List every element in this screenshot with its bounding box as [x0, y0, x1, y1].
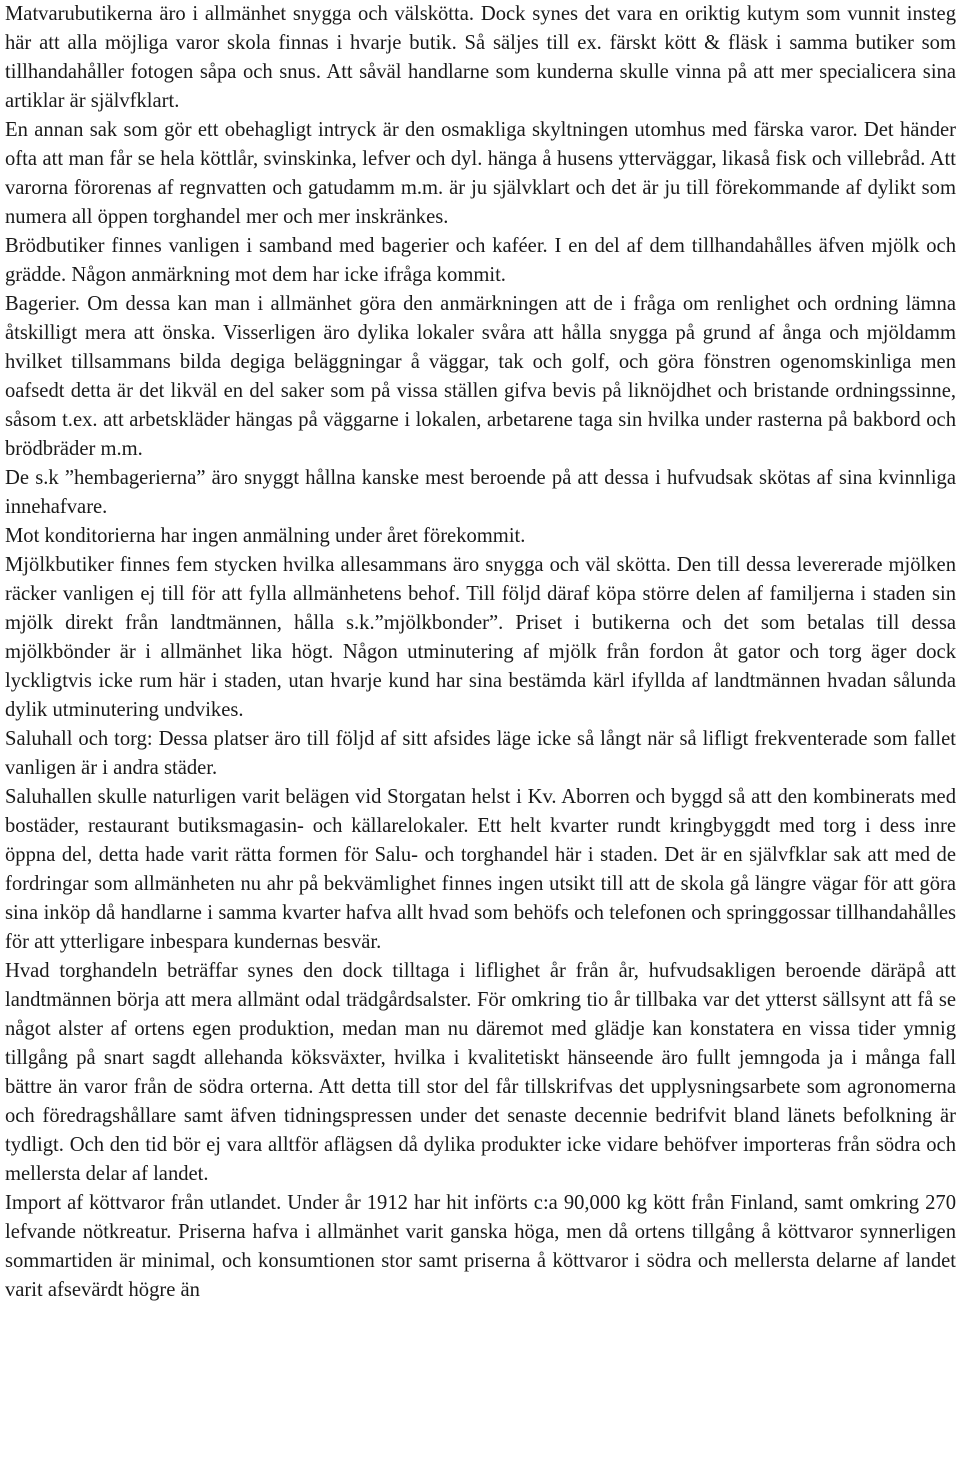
- paragraph-torghandeln: Hvad torghandeln beträffar synes den dock tilltaga i liflighet år från år, hufvudsakligen beroende däräpå att landtmännen börja att mera allmänt odal trädgårdsalster. För omkring tio år tillbaka var det ytterst sällsynt att få se något alster af ortens egen produktion, medan man nu däremot med glädje kan konstatera en vissa tider ymnig tillgång på snart sagdt allehanda köksväxter, hvilka i kvalitetiskt hänseende äro fullt jemngoda ja i många fall bättre än varor från de södra orterna. Att detta till stor del får tillskrifvas det upplysningsarbete som agronomerna och föredragshållare samt äfven tidningspressen under det senaste decennie bedrifvit bland länets befolkning är tydligt. Och den tid bör ej vara alltför aflägsen då dylika produkter icke vidare behöfver importeras från södra och mellersta delar af landet.: [5, 960, 956, 1185]
- paragraph-skyltning: En annan sak som gör ett obehagligt intryck är den osmakliga skyltningen utomhus med färska varor. Det händer ofta att man får se hela köttlår, svinskinka, lefver och dyl. hänga å husens ytterväggar, likaså fisk och villebråd. Att varorna förorenas af regnvatten och gatudamm m.m. är ju självklart och det är ju till förekommande af dylikt som numera all öppen torghandel mer och mer inskränkes.: [5, 119, 956, 228]
- paragraph-brodbutiker: Brödbutiker finnes vanligen i samband med bagerier och kaféer. I en del af dem tillhandahålles äfven mjölk och grädde. Någon anmärkning mot dem har icke ifråga kommit.: [5, 235, 956, 286]
- paragraph-import-kottvaror: Import af köttvaror från utlandet. Under år 1912 har hit införts c:a 90,000 kg kött från Finland, samt omkring 270 lefvande nötkreatur. Priserna hafva i allmänhet varit ganska höga, men då ortens tillgång å köttvaror synnerligen sommartiden är minimal, och konsumtionen stor samt priserna å köttvaror i södra och mellersta delarne af landet varit afsevärdt högre än: [5, 1192, 956, 1301]
- paragraph-bagerier: Bagerier. Om dessa kan man i allmänhet göra den anmärkningen att de i fråga om renlighet och ordning lämna åtskilligt mera att önska. Visserligen äro dylika lokaler svåra att hålla snygga på grund af ånga och mjöldamm hvilket tillsammans bilda degiga beläggningar å väggar, tak och golf, och göra fönstren ogenomskinliga men oafsedt detta är det likväl en del saker som på vissa ställen gifva bevis på liknöjdhet och bristande ordningssinne, såsom t.ex. att arbetskläder hängas på väggarne i lokalen, arbetarene taga sin hvilka under rasterna på bakbord och brödbräder m.m.: [5, 293, 956, 460]
- paragraph-saluhall-och-torg: Saluhall och torg: Dessa platser äro till följd af sitt afsides läge icke så långt när så lifligt frekventerade som fallet vanligen är i andra städer.: [5, 728, 956, 779]
- paragraph-konditorier: Mot konditorierna har ingen anmälning under året förekommit.: [5, 525, 526, 547]
- paragraph-saluhallen: Saluhallen skulle naturligen varit belägen vid Storgatan helst i Kv. Aborren och byggd så att den kombinerats med bostäder, restaurant butiksmagasin- och källarelokaler. Ett helt kvarter rundt kringbyggdt med torg i dess inre öppna del, detta hade varit rätta formen för Salu- och torghandel här i staden. Det är en självfklar sak att med de fordringar som allmänheten nu ahr på bekvämlighet finnes ingen utsikt till att de skola gå längre vägar för att göra sina inköp då handlarne i samma kvarter hafva allt hvad som behöfs och telefonen och springgossar tillhandahålles för att ytterligare inbespara kundernas besvär.: [5, 786, 956, 953]
- paragraph-mjolkbutiker: Mjölkbutiker finnes fem stycken hvilka allesammans äro snygga och väl skötta. Den till dessa levererade mjölken räcker vanligen ej till för att fylla allmänhetens behof. Till följd däraf köpa större delen af familjerna i staden sin mjölk direkt från landtmännen, hålla s.k.”mjölkbonder”. Priset i butikerna och det som betalas till dessa mjölkbönder är i allmänhet lika högt. Någon utminutering af mjölk från fordon åt gator och torg äger dock lyckligtvis icke rum här i staden, utan hvarje kund har sina bestämda kärl ifyllda af landtmännen hvadan sålunda dylik utminutering undvikes.: [5, 554, 956, 721]
- paragraph-matvarubutiker: Matvarubutikerna äro i allmänhet snygga och välskötta. Dock synes det vara en oriktig kutym som vunnit insteg här att alla möjliga varor skola finnas i hvarje butik. Så säljes till ex. färskt kött & fläsk i samma butiker som tillhandahåller fotogen såpa och snus. Att såväl handlarne som kunderna skulle vinna på att mer specialicera sina artiklar är självfklart.: [5, 3, 956, 112]
- paragraph-hembagerier: De s.k ”hembagerierna” äro snyggt hållna kanske mest beroende på att dessa i hufvudsak skötas af sina kvinnliga innehafvare.: [5, 467, 956, 518]
